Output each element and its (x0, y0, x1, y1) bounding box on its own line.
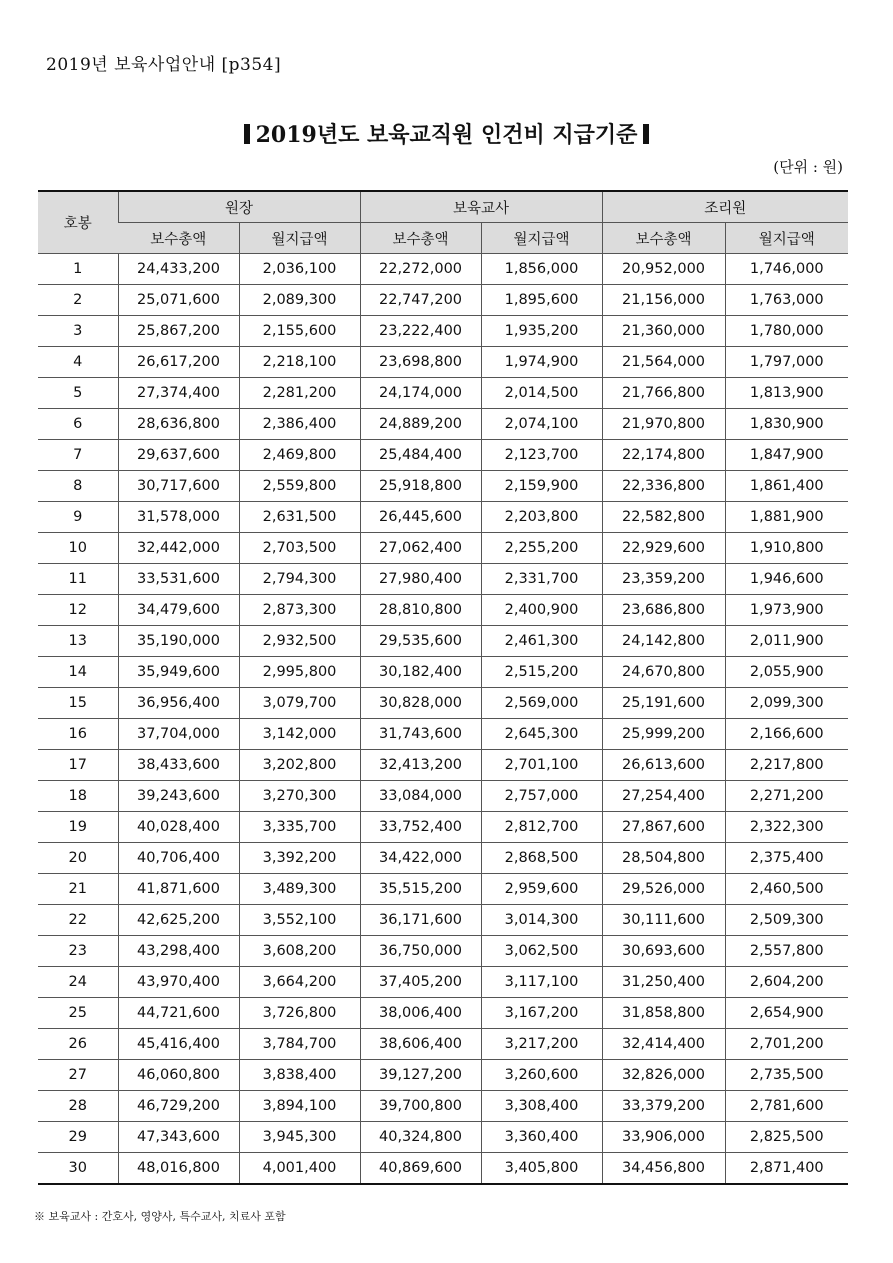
teacher-total-cell: 40,324,800 (360, 1122, 481, 1153)
table-row (38, 1153, 848, 1185)
step-cell: 19 (38, 812, 118, 843)
director-total-cell: 31,578,000 (118, 502, 239, 533)
cook-monthly-cell: 2,217,800 (725, 750, 848, 781)
step-cell: 13 (38, 626, 118, 657)
sub-header-row (38, 223, 848, 254)
step-cell: 3 (38, 316, 118, 347)
director-total-cell: 25,867,200 (118, 316, 239, 347)
cook-total-cell: 23,359,200 (602, 564, 725, 595)
director-total-cell: 26,617,200 (118, 347, 239, 378)
teacher-total-cell: 37,405,200 (360, 967, 481, 998)
teacher-monthly-cell: 2,461,300 (481, 626, 602, 657)
teacher-total-cell: 33,084,000 (360, 781, 481, 812)
step-cell: 30 (38, 1153, 118, 1185)
step-cell: 8 (38, 471, 118, 502)
cook-monthly-cell: 1,797,000 (725, 347, 848, 378)
teacher-monthly-cell: 2,203,800 (481, 502, 602, 533)
director-total-cell: 40,028,400 (118, 812, 239, 843)
cook-monthly-cell: 1,973,900 (725, 595, 848, 626)
step-cell: 14 (38, 657, 118, 688)
table-row (38, 688, 848, 719)
director-total-cell: 33,531,600 (118, 564, 239, 595)
table-body (38, 254, 848, 1185)
table-row (38, 998, 848, 1029)
group-header-cook: 조리원 (602, 191, 848, 223)
step-cell: 10 (38, 533, 118, 564)
director-total-cell: 46,729,200 (118, 1091, 239, 1122)
step-cell: 17 (38, 750, 118, 781)
director-monthly-cell: 2,386,400 (239, 409, 360, 440)
teacher-monthly-cell: 1,895,600 (481, 285, 602, 316)
director-total-cell: 38,433,600 (118, 750, 239, 781)
sub-header-total: 보수총액 (360, 223, 481, 254)
director-monthly-cell: 2,932,500 (239, 626, 360, 657)
cook-total-cell: 32,414,400 (602, 1029, 725, 1060)
cook-total-cell: 33,906,000 (602, 1122, 725, 1153)
director-total-cell: 30,717,600 (118, 471, 239, 502)
step-cell: 2 (38, 285, 118, 316)
teacher-monthly-cell: 3,117,100 (481, 967, 602, 998)
cook-total-cell: 22,336,800 (602, 471, 725, 502)
cook-monthly-cell: 2,460,500 (725, 874, 848, 905)
group-header-row (38, 191, 848, 223)
table-row (38, 1060, 848, 1091)
teacher-monthly-cell: 2,959,600 (481, 874, 602, 905)
director-total-cell: 24,433,200 (118, 254, 239, 285)
group-header-teacher: 보육교사 (360, 191, 602, 223)
director-monthly-cell: 2,036,100 (239, 254, 360, 285)
cook-total-cell: 21,970,800 (602, 409, 725, 440)
cook-total-cell: 31,858,800 (602, 998, 725, 1029)
unit-label: (단위 : 원) (773, 158, 843, 176)
footnote: ※ 보육교사 : 간호사, 영양사, 특수교사, 치료사 포함 (34, 1210, 286, 1223)
teacher-monthly-cell: 2,331,700 (481, 564, 602, 595)
teacher-monthly-cell: 3,014,300 (481, 905, 602, 936)
teacher-total-cell: 33,752,400 (360, 812, 481, 843)
title-bar-right (643, 124, 649, 144)
table-row (38, 347, 848, 378)
step-cell: 20 (38, 843, 118, 874)
step-cell: 26 (38, 1029, 118, 1060)
director-total-cell: 42,625,200 (118, 905, 239, 936)
cook-monthly-cell: 2,271,200 (725, 781, 848, 812)
director-total-cell: 40,706,400 (118, 843, 239, 874)
director-total-cell: 44,721,600 (118, 998, 239, 1029)
director-monthly-cell: 3,664,200 (239, 967, 360, 998)
director-monthly-cell: 4,001,400 (239, 1153, 360, 1185)
cook-total-cell: 24,142,800 (602, 626, 725, 657)
director-monthly-cell: 3,202,800 (239, 750, 360, 781)
director-monthly-cell: 2,469,800 (239, 440, 360, 471)
step-cell: 1 (38, 254, 118, 285)
table-row (38, 936, 848, 967)
table-row (38, 905, 848, 936)
step-cell: 5 (38, 378, 118, 409)
teacher-total-cell: 32,413,200 (360, 750, 481, 781)
table-row (38, 502, 848, 533)
teacher-monthly-cell: 2,159,900 (481, 471, 602, 502)
director-monthly-cell: 3,392,200 (239, 843, 360, 874)
director-monthly-cell: 3,270,300 (239, 781, 360, 812)
director-monthly-cell: 2,703,500 (239, 533, 360, 564)
teacher-total-cell: 30,828,000 (360, 688, 481, 719)
teacher-total-cell: 40,869,600 (360, 1153, 481, 1185)
cook-monthly-cell: 2,781,600 (725, 1091, 848, 1122)
cook-monthly-cell: 2,701,200 (725, 1029, 848, 1060)
teacher-monthly-cell: 2,014,500 (481, 378, 602, 409)
cook-monthly-cell: 2,011,900 (725, 626, 848, 657)
teacher-total-cell: 22,272,000 (360, 254, 481, 285)
director-monthly-cell: 3,784,700 (239, 1029, 360, 1060)
director-total-cell: 35,949,600 (118, 657, 239, 688)
teacher-total-cell: 27,980,400 (360, 564, 481, 595)
step-cell: 22 (38, 905, 118, 936)
director-total-cell: 34,479,600 (118, 595, 239, 626)
cook-monthly-cell: 1,813,900 (725, 378, 848, 409)
cook-monthly-cell: 2,166,600 (725, 719, 848, 750)
director-monthly-cell: 3,945,300 (239, 1122, 360, 1153)
cook-monthly-cell: 1,830,900 (725, 409, 848, 440)
teacher-monthly-cell: 2,400,900 (481, 595, 602, 626)
director-monthly-cell: 3,552,100 (239, 905, 360, 936)
teacher-monthly-cell: 3,062,500 (481, 936, 602, 967)
step-cell: 28 (38, 1091, 118, 1122)
teacher-total-cell: 39,127,200 (360, 1060, 481, 1091)
sub-header-monthly: 월지급액 (239, 223, 360, 254)
teacher-monthly-cell: 1,935,200 (481, 316, 602, 347)
teacher-total-cell: 25,918,800 (360, 471, 481, 502)
director-monthly-cell: 3,894,100 (239, 1091, 360, 1122)
director-total-cell: 46,060,800 (118, 1060, 239, 1091)
teacher-monthly-cell: 1,974,900 (481, 347, 602, 378)
sub-header-monthly: 월지급액 (481, 223, 602, 254)
sub-header-total: 보수총액 (602, 223, 725, 254)
table-row (38, 595, 848, 626)
table-row (38, 1122, 848, 1153)
document-header: 2019년 보육사업안내 [p354] (46, 55, 282, 75)
teacher-monthly-cell: 2,868,500 (481, 843, 602, 874)
sub-header-total: 보수총액 (118, 223, 239, 254)
table-row (38, 409, 848, 440)
cook-total-cell: 24,670,800 (602, 657, 725, 688)
teacher-monthly-cell: 3,360,400 (481, 1122, 602, 1153)
cook-monthly-cell: 2,055,900 (725, 657, 848, 688)
cook-total-cell: 29,526,000 (602, 874, 725, 905)
table-row (38, 254, 848, 285)
cook-total-cell: 34,456,800 (602, 1153, 725, 1185)
step-cell: 11 (38, 564, 118, 595)
director-total-cell: 41,871,600 (118, 874, 239, 905)
title-bar-left (244, 124, 250, 144)
teacher-monthly-cell: 3,308,400 (481, 1091, 602, 1122)
cook-monthly-cell: 2,604,200 (725, 967, 848, 998)
cook-total-cell: 21,564,000 (602, 347, 725, 378)
teacher-monthly-cell: 2,569,000 (481, 688, 602, 719)
table-row (38, 967, 848, 998)
director-monthly-cell: 3,838,400 (239, 1060, 360, 1091)
teacher-monthly-cell: 2,812,700 (481, 812, 602, 843)
cook-monthly-cell: 2,735,500 (725, 1060, 848, 1091)
table-row (38, 843, 848, 874)
cook-total-cell: 21,766,800 (602, 378, 725, 409)
director-monthly-cell: 3,726,800 (239, 998, 360, 1029)
director-total-cell: 35,190,000 (118, 626, 239, 657)
director-monthly-cell: 2,089,300 (239, 285, 360, 316)
director-monthly-cell: 3,142,000 (239, 719, 360, 750)
teacher-total-cell: 24,174,000 (360, 378, 481, 409)
teacher-monthly-cell: 2,757,000 (481, 781, 602, 812)
cook-monthly-cell: 1,746,000 (725, 254, 848, 285)
step-cell: 12 (38, 595, 118, 626)
director-total-cell: 28,636,800 (118, 409, 239, 440)
step-cell: 9 (38, 502, 118, 533)
step-cell: 18 (38, 781, 118, 812)
teacher-total-cell: 36,171,600 (360, 905, 481, 936)
director-total-cell: 45,416,400 (118, 1029, 239, 1060)
cook-monthly-cell: 2,099,300 (725, 688, 848, 719)
teacher-total-cell: 27,062,400 (360, 533, 481, 564)
cook-monthly-cell: 2,654,900 (725, 998, 848, 1029)
cook-total-cell: 20,952,000 (602, 254, 725, 285)
step-cell: 24 (38, 967, 118, 998)
cook-total-cell: 21,360,000 (602, 316, 725, 347)
cook-monthly-cell: 2,509,300 (725, 905, 848, 936)
table-row (38, 874, 848, 905)
teacher-total-cell: 25,484,400 (360, 440, 481, 471)
cook-monthly-cell: 2,375,400 (725, 843, 848, 874)
sub-header-monthly: 월지급액 (725, 223, 848, 254)
teacher-total-cell: 26,445,600 (360, 502, 481, 533)
teacher-total-cell: 34,422,000 (360, 843, 481, 874)
director-total-cell: 48,016,800 (118, 1153, 239, 1185)
cook-total-cell: 25,191,600 (602, 688, 725, 719)
director-total-cell: 32,442,000 (118, 533, 239, 564)
teacher-monthly-cell: 2,645,300 (481, 719, 602, 750)
title-text: 2019년도 보육교직원 인건비 지급기준 (255, 122, 638, 148)
cook-monthly-cell: 2,322,300 (725, 812, 848, 843)
director-monthly-cell: 2,218,100 (239, 347, 360, 378)
table-row (38, 285, 848, 316)
director-total-cell: 29,637,600 (118, 440, 239, 471)
teacher-total-cell: 38,006,400 (360, 998, 481, 1029)
cook-total-cell: 32,826,000 (602, 1060, 725, 1091)
cook-monthly-cell: 1,847,900 (725, 440, 848, 471)
teacher-total-cell: 24,889,200 (360, 409, 481, 440)
cook-total-cell: 22,929,600 (602, 533, 725, 564)
step-cell: 4 (38, 347, 118, 378)
teacher-total-cell: 23,222,400 (360, 316, 481, 347)
table-row (38, 1029, 848, 1060)
director-total-cell: 43,970,400 (118, 967, 239, 998)
cook-total-cell: 28,504,800 (602, 843, 725, 874)
director-total-cell: 43,298,400 (118, 936, 239, 967)
teacher-total-cell: 38,606,400 (360, 1029, 481, 1060)
cook-total-cell: 25,999,200 (602, 719, 725, 750)
cook-monthly-cell: 1,861,400 (725, 471, 848, 502)
cook-monthly-cell: 1,763,000 (725, 285, 848, 316)
step-cell: 7 (38, 440, 118, 471)
director-monthly-cell: 2,631,500 (239, 502, 360, 533)
table-row (38, 1091, 848, 1122)
teacher-monthly-cell: 2,701,100 (481, 750, 602, 781)
teacher-total-cell: 39,700,800 (360, 1091, 481, 1122)
table-row (38, 316, 848, 347)
teacher-monthly-cell: 3,167,200 (481, 998, 602, 1029)
teacher-total-cell: 22,747,200 (360, 285, 481, 316)
cook-total-cell: 33,379,200 (602, 1091, 725, 1122)
cook-monthly-cell: 1,780,000 (725, 316, 848, 347)
cook-monthly-cell: 1,946,600 (725, 564, 848, 595)
director-total-cell: 36,956,400 (118, 688, 239, 719)
director-total-cell: 47,343,600 (118, 1122, 239, 1153)
step-header: 호봉 (38, 191, 118, 254)
teacher-monthly-cell: 3,217,200 (481, 1029, 602, 1060)
cook-total-cell: 30,111,600 (602, 905, 725, 936)
step-cell: 21 (38, 874, 118, 905)
director-total-cell: 39,243,600 (118, 781, 239, 812)
director-monthly-cell: 3,079,700 (239, 688, 360, 719)
teacher-total-cell: 30,182,400 (360, 657, 481, 688)
step-cell: 6 (38, 409, 118, 440)
director-monthly-cell: 2,794,300 (239, 564, 360, 595)
cook-total-cell: 23,686,800 (602, 595, 725, 626)
step-cell: 16 (38, 719, 118, 750)
salary-table (38, 190, 848, 1185)
teacher-total-cell: 31,743,600 (360, 719, 481, 750)
step-cell: 29 (38, 1122, 118, 1153)
teacher-monthly-cell: 2,123,700 (481, 440, 602, 471)
table-row (38, 719, 848, 750)
director-total-cell: 25,071,600 (118, 285, 239, 316)
cook-total-cell: 27,254,400 (602, 781, 725, 812)
director-monthly-cell: 2,155,600 (239, 316, 360, 347)
teacher-monthly-cell: 1,856,000 (481, 254, 602, 285)
table-row (38, 378, 848, 409)
cook-total-cell: 22,174,800 (602, 440, 725, 471)
cook-total-cell: 27,867,600 (602, 812, 725, 843)
cook-monthly-cell: 2,825,500 (725, 1122, 848, 1153)
teacher-monthly-cell: 3,260,600 (481, 1060, 602, 1091)
cook-monthly-cell: 1,881,900 (725, 502, 848, 533)
teacher-total-cell: 36,750,000 (360, 936, 481, 967)
teacher-monthly-cell: 2,074,100 (481, 409, 602, 440)
table-row (38, 812, 848, 843)
cook-total-cell: 22,582,800 (602, 502, 725, 533)
director-monthly-cell: 2,873,300 (239, 595, 360, 626)
director-total-cell: 27,374,400 (118, 378, 239, 409)
cook-total-cell: 30,693,600 (602, 936, 725, 967)
teacher-total-cell: 23,698,800 (360, 347, 481, 378)
cook-total-cell: 26,613,600 (602, 750, 725, 781)
cook-monthly-cell: 2,871,400 (725, 1153, 848, 1185)
teacher-monthly-cell: 2,255,200 (481, 533, 602, 564)
step-cell: 15 (38, 688, 118, 719)
table-row (38, 781, 848, 812)
director-monthly-cell: 3,335,700 (239, 812, 360, 843)
director-total-cell: 37,704,000 (118, 719, 239, 750)
table-row (38, 564, 848, 595)
director-monthly-cell: 2,995,800 (239, 657, 360, 688)
step-cell: 27 (38, 1060, 118, 1091)
teacher-total-cell: 29,535,600 (360, 626, 481, 657)
table-row (38, 626, 848, 657)
director-monthly-cell: 2,559,800 (239, 471, 360, 502)
teacher-monthly-cell: 3,405,800 (481, 1153, 602, 1185)
director-monthly-cell: 3,489,300 (239, 874, 360, 905)
step-cell: 25 (38, 998, 118, 1029)
cook-total-cell: 21,156,000 (602, 285, 725, 316)
director-monthly-cell: 2,281,200 (239, 378, 360, 409)
table-row (38, 471, 848, 502)
page-title (0, 118, 893, 149)
cook-monthly-cell: 1,910,800 (725, 533, 848, 564)
teacher-total-cell: 28,810,800 (360, 595, 481, 626)
table-row (38, 750, 848, 781)
table-row (38, 533, 848, 564)
director-monthly-cell: 3,608,200 (239, 936, 360, 967)
table-row (38, 657, 848, 688)
teacher-total-cell: 35,515,200 (360, 874, 481, 905)
group-header-director: 원장 (118, 191, 360, 223)
table-row (38, 440, 848, 471)
cook-monthly-cell: 2,557,800 (725, 936, 848, 967)
teacher-monthly-cell: 2,515,200 (481, 657, 602, 688)
step-cell: 23 (38, 936, 118, 967)
cook-total-cell: 31,250,400 (602, 967, 725, 998)
